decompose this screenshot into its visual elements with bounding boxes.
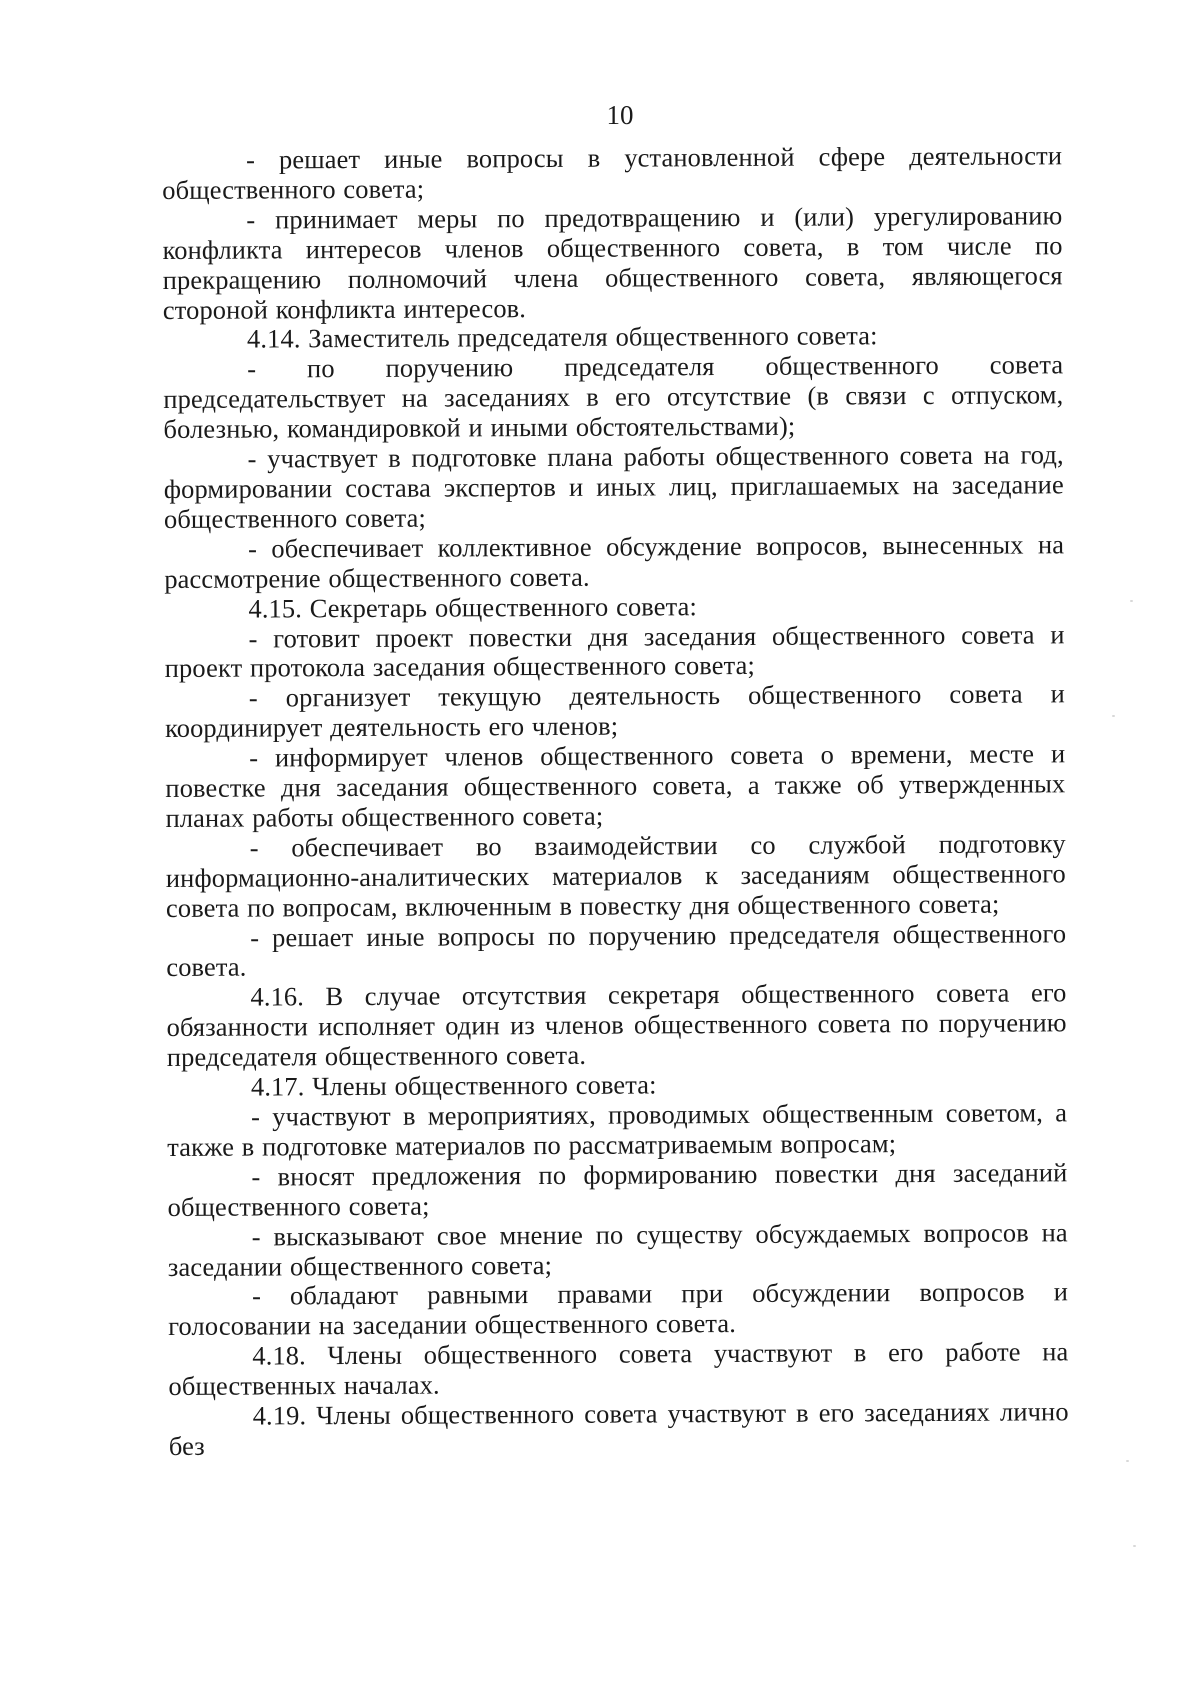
list-item: - высказывают свое мнение по существу обсуждаемых вопросов на заседании общественного совета; [167,1216,1068,1282]
scan-speck [1126,1460,1129,1462]
list-item: - решает иные вопросы по поручению председателя общественного совета. [166,917,1067,983]
list-item: - обеспечивает во взаимодействии со службой подготовку информационно-аналитических материалов к заседаниям общественного совета по вопросам, включенным в повестку дня общественного совета; [165,828,1066,923]
scan-speck [1130,600,1133,602]
list-item: - организует текущую деятельность общественного совета и координирует деятельность его членов; [164,678,1065,744]
section-paragraph-4-19: 4.19. Члены общественного совета участвуют в его заседаниях лично без [168,1396,1069,1461]
list-item: - информирует членов общественного совета о времени, месте и повестке дня заседания общественного совета, а также об утвержденных планах работы общественного совета; [165,738,1066,833]
list-item: - вносят предложения по формированию повестки дня заседаний общественного совета; [167,1157,1068,1222]
section-heading-4-17: 4.17. Члены общественного совета: [250,1069,657,1102]
list-item: - готовит проект повестки дня заседания общественного совета и проект протокола заседания общественного совета; [164,618,1065,684]
section-paragraph-4-18: 4.18. Члены общественного совета участвуют в его работе на общественных началах. [168,1336,1069,1402]
section-heading-4-15: 4.15. Секретарь общественного совета: [248,590,697,624]
page-number: 10 [606,100,634,130]
list-item: - обеспечивает коллективное обсуждение вопросов, вынесенных на рассмотрение общественного совета. [164,529,1065,594]
list-item: - принимает меры по предотвращению и (или) урегулированию конфликта интересов членов общественного совета, в том числе по прекращению полномочий члена общественного совета, являющегося стороной конфликта интересов. [162,200,1063,325]
scan-speck [1112,715,1115,717]
section-heading-4-14: 4.14. Заместитель председателя общественного совета: [246,320,878,354]
list-item: - по поручению председателя общественного совета председательствует на заседаниях в его отсутствие (в связи с отпуском, болезнью, командировкой и иными обстоятельствами); [163,349,1064,445]
list-item: - участвуют в мероприятиях, проводимых общественным советом, а также в подготовке материалов по рассматриваемым вопросам; [167,1097,1068,1162]
section-paragraph-4-16: 4.16. В случае отсутствия секретаря общественного совета его обязанности исполняет один из членов общественного совета по поручению председателя общественного совета. [166,977,1067,1073]
list-item: - участвует в подготовке плана работы общественного совета на год, формировании состава экспертов и иных лиц, приглашаемых на заседание общественного совета; [163,439,1064,534]
document-body [162,141,1069,1462]
list-item: - решает иные вопросы в установленной сфере деятельности общественного совета; [162,140,1063,205]
list-item: - обладают равными правами при обсуждении вопросов и голосовании на заседании общественного совета. [168,1276,1069,1342]
scan-speck [1133,1545,1136,1547]
